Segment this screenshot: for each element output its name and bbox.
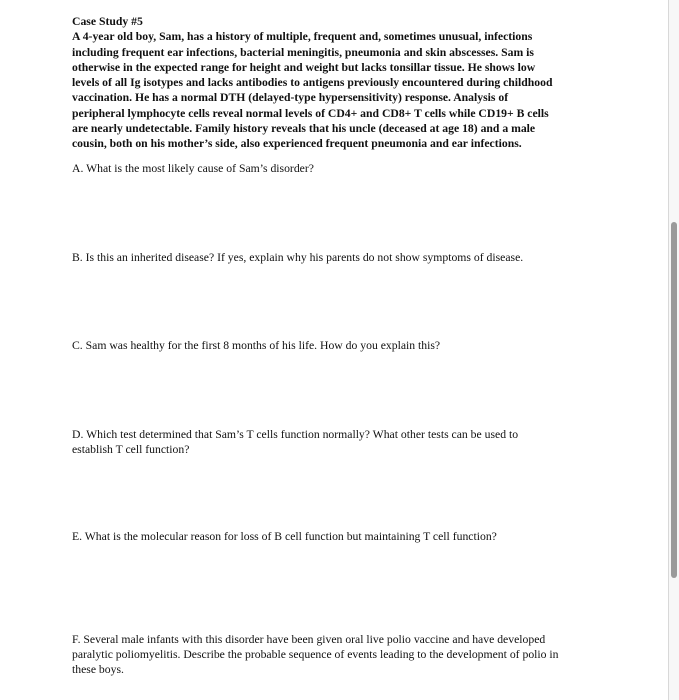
- question-d: [72, 427, 632, 457]
- question-line: C. Sam was healthy for the first 8 months of his life. How do you explain this?: [72, 339, 441, 352]
- question-line: establish T cell function?: [72, 443, 190, 456]
- question-c: [72, 338, 632, 353]
- case-line: otherwise in the expected range for height and weight but lacks tonsillar tissue. He shows low: [72, 60, 536, 74]
- question-line: D. Which test determined that Sam’s T cells function normally? What other tests can be used to: [72, 428, 519, 441]
- case-line: cousin, both on his mother’s side, also experienced frequent pneumonia and ear infections.: [72, 137, 522, 151]
- question-a: [72, 161, 632, 176]
- case-line: levels of all Ig isotypes and lacks antibodies to antigens previously encountered during childhood: [72, 76, 553, 90]
- case-line: A 4-year old boy, Sam, has a history of multiple, frequent and, sometimes unusual, infections: [72, 30, 533, 44]
- question-line: A. What is the most likely cause of Sam’s disorder?: [72, 162, 314, 175]
- question-line: B. Is this an inherited disease? If yes, explain why his parents do not show symptoms of disease.: [72, 251, 524, 264]
- question-b: [72, 250, 632, 265]
- case-line: including frequent ear infections, bacterial meningitis, pneumonia and skin abscesses. Sam is: [72, 45, 534, 59]
- question-e: [72, 529, 632, 544]
- case-line: vaccination. He has a normal DTH (delayed-type hypersensitivity) response. Analysis of: [72, 91, 509, 105]
- question-line: paralytic poliomyelitis. Describe the probable sequence of events leading to the development of polio in: [72, 648, 559, 661]
- case-line: peripheral lymphocyte cells reveal normal levels of CD4+ and CD8+ T cells while CD19+ B cells: [72, 106, 549, 120]
- question-f: [72, 632, 632, 677]
- question-line: these boys.: [72, 663, 124, 676]
- case-line: are nearly undetectable. Family history reveals that his uncle (deceased at age 18) and a male: [72, 122, 536, 136]
- case-description: [72, 14, 612, 152]
- case-title: Case Study #5: [72, 15, 143, 28]
- scrollbar-thumb[interactable]: [671, 222, 677, 578]
- question-line: E. What is the molecular reason for loss of B cell function but maintaining T cell function?: [72, 530, 497, 543]
- question-line: F. Several male infants with this disorder have been given oral live polio vaccine and have developed: [72, 633, 546, 646]
